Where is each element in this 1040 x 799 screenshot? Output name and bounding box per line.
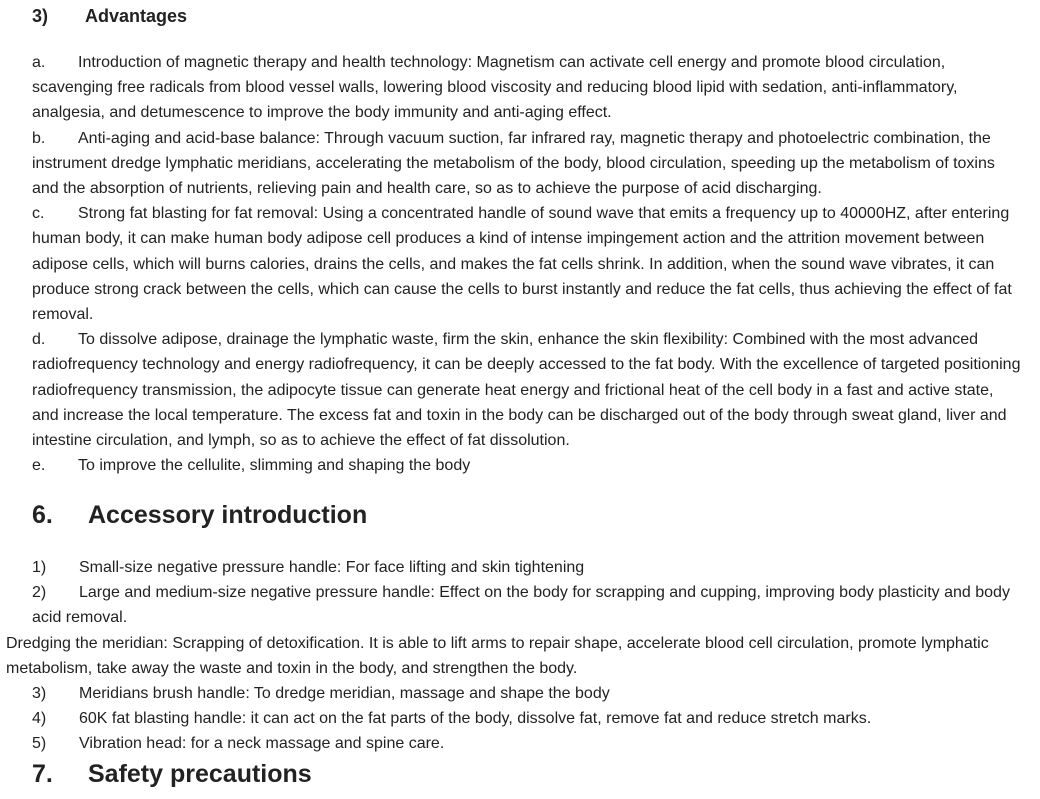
accessory-marker: 5) (32, 735, 47, 753)
advantage-text: To improve the cellulite, slimming and shaping the body (78, 457, 471, 475)
accessory-item-3 (32, 681, 1022, 706)
advantage-text: Introduction of magnetic therapy and health technology: Magnetism can activate cell energy and promote blood circulation, scavenging free radicals from blood vessel walls, lowering blood viscosity and reducing blood lipid with sedation, anti-inflammatory, analgesia, and detumescence to improve the body immunity and anti-aging effect. (32, 54, 958, 122)
accessory-marker: 3) (32, 685, 47, 702)
accessory-title: Accessory introduction (88, 501, 368, 529)
accessory-text: Meridians brush handle: To dredge meridian, massage and shape the body (79, 685, 610, 702)
advantage-text: Anti-aging and acid-base balance: Through vacuum suction, far infrared ray, magnetic therapy and photoelectric combination, the instrument dredge lymphatic meridians, accelerating the metabolism of the body, blood circulation, speeding up the metabolism of toxins and the absorption of nutrients, relieving pain and health care, so as to achieve the purpose of acid discharging. (32, 129, 995, 197)
meridian-note: Dredging the meridian: Scrapping of detoxification. It is able to lift arms to repair shape, accelerate blood cell circulation, promote lymphatic metabolism, take away the waste and toxin in the body, and strengthen the body. (6, 634, 989, 677)
advantage-item-b (32, 126, 1022, 202)
accessory-text: 60K fat blasting handle: it can act on the fat parts of the body, dissolve fat, remove fat and reduce stretch marks. (79, 710, 872, 728)
advantage-item-e (32, 453, 1022, 478)
accessory-item-4 (32, 706, 1022, 731)
advantage-marker: e. (32, 457, 46, 475)
accessory-text: Vibration head: for a neck massage and spine care. (79, 735, 445, 753)
accessory-heading (32, 501, 367, 530)
accessory-text: Large and medium-size negative pressure handle: Effect on the body for scrapping and cupping, improving body plasticity and body acid removal. (32, 584, 1010, 627)
accessory-item-5 (32, 731, 1022, 756)
advantage-text: Strong fat blasting for fat removal: Using a concentrated handle of sound wave that emits a frequency up to 40000HZ, after entering human body, it can make human body adipose cell produces a kind of intense impingement action and the attrition movement between adipose cells, which will burns calories, drains the cells, and makes the fat cells shrink. In addition, when the sound wave vibrates, it can produce strong crack between the cells, which can cause the cells to burst instantly and reduce the fat cells, thus achieving the effect of fat removal. (32, 205, 1012, 323)
safety-title: Safety precautions (88, 760, 312, 788)
advantage-marker: d. (32, 331, 46, 349)
accessory-item-1 (32, 555, 1022, 580)
advantage-marker: c. (32, 205, 45, 223)
accessory-marker: 2) (32, 584, 47, 602)
safety-number: 7. (32, 760, 53, 788)
accessory-marker: 4) (32, 710, 47, 728)
accessory-marker: 1) (32, 559, 47, 576)
advantage-text: To dissolve adipose, drainage the lymphatic waste, firm the skin, enhance the skin flexibility: Combined with the most advanced radiofrequency technology and energy radiofrequency, it can be deeply accessed to the fat body. With the excellence of targeted positioning radiofrequency transmission, the adipocyte tissue can generate heat energy and frictional heat of the cell body in a fast and active state, and increase the local temperature. The excess fat and toxin in the body can be discharged out of the body through sweat gland, liver and intestine circulation, and lymph, so as to achieve the effect of fat dissolution. (32, 331, 1021, 449)
advantages-title: Advantages (85, 6, 188, 26)
advantage-marker: a. (32, 54, 46, 71)
advantage-item-d (32, 327, 1022, 453)
safety-heading (32, 760, 312, 789)
advantages-heading (32, 6, 187, 27)
advantages-number: 3) (32, 6, 49, 26)
accessory-text: Small-size negative pressure handle: For face lifting and skin tightening (79, 559, 585, 576)
advantage-marker: b. (32, 129, 46, 147)
accessory-number: 6. (32, 501, 53, 529)
advantage-item-c (32, 201, 1022, 327)
advantage-item-a (32, 50, 1022, 126)
accessory-item-2 (32, 580, 1022, 630)
